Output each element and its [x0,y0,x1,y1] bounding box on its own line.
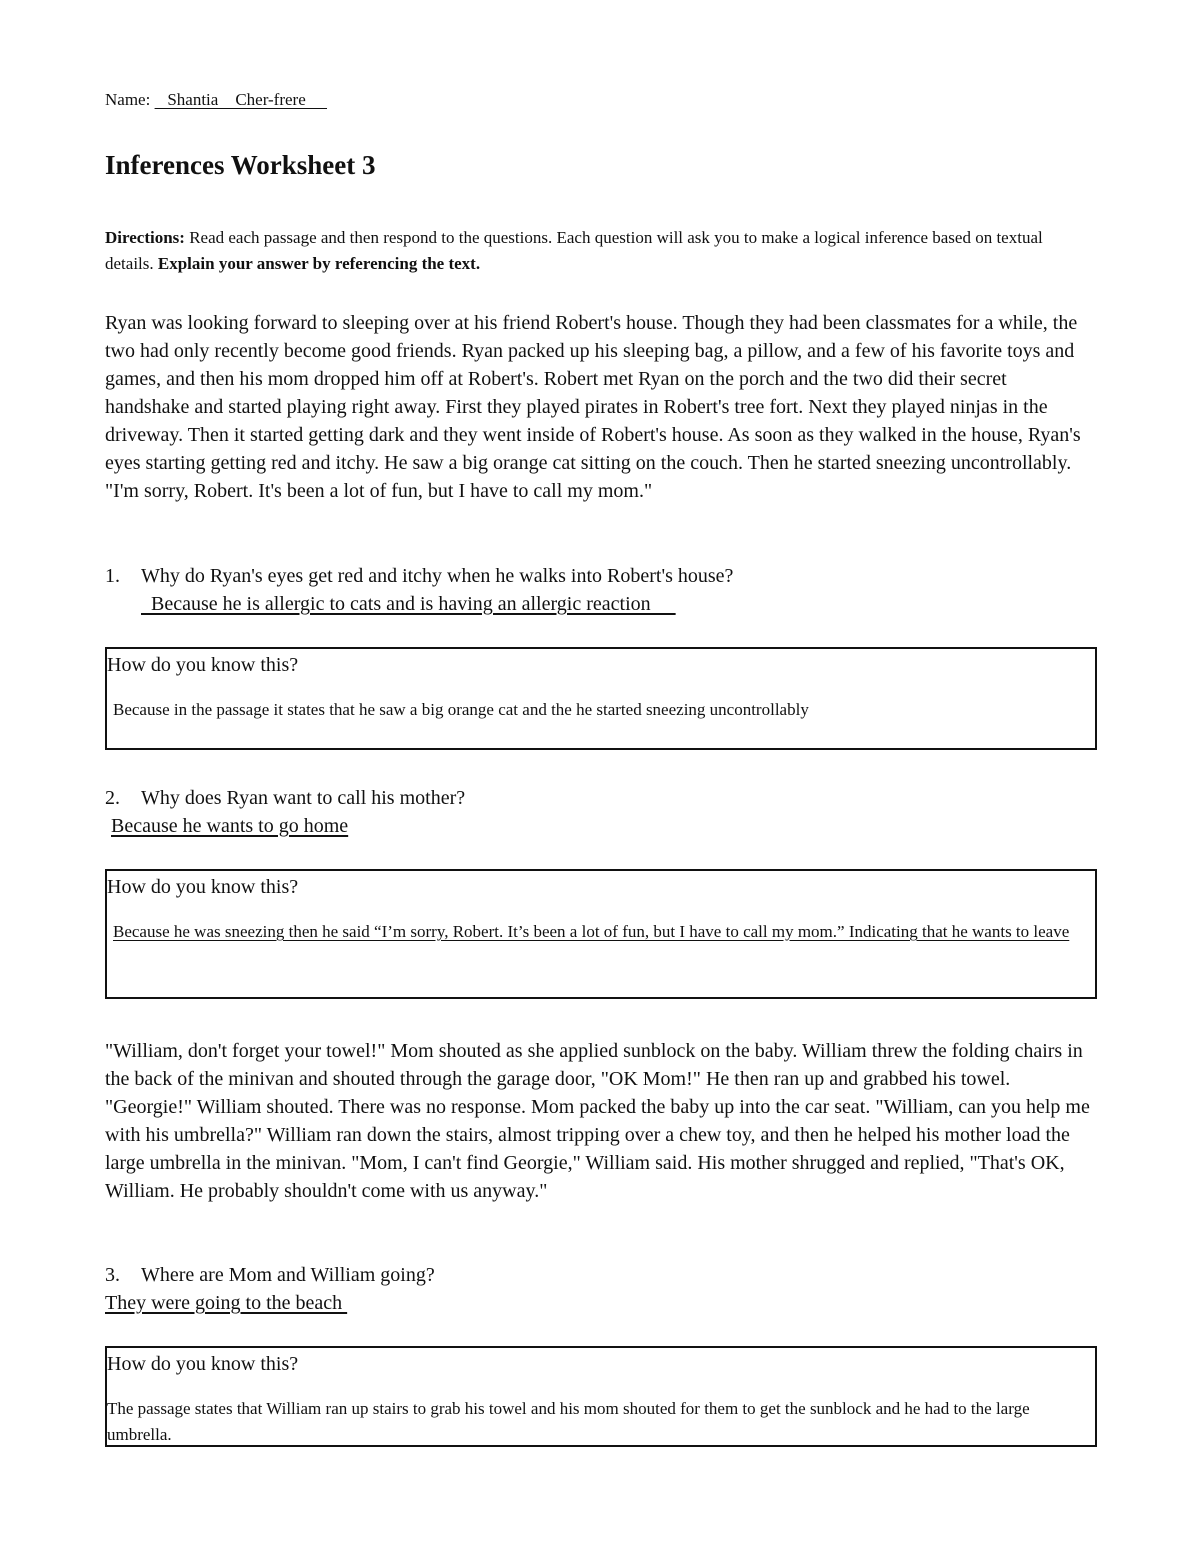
box-prompt: How do you know this? [107,876,299,898]
answer-3: They were going to the beach [105,1292,348,1314]
explanation-box-3 [105,1346,1097,1447]
box-prompt: How do you know this? [107,654,299,676]
question-text: Where are Mom and William going? [141,1264,435,1286]
answer-1: Because he is allergic to cats and is having an allergic reaction [141,593,676,615]
question-number: 3. [105,1264,120,1286]
name-line [105,90,327,110]
name-label: Name: [105,90,151,109]
question-3 [105,1261,435,1289]
passage-1: Ryan was looking forward to sleeping over at his friend Robert's house. Though they had been classmates for a while, the two had only recently become good friends. Ryan packed up his sleeping bag, a pillow, and a few of his favorite toys and games, and then his mom dropped him off at Robert's. Robert met Ryan on the porch and the two did their secret handshake and started playing right away. First they played pirates in Robert's tree fort. Next they played ninjas in the driveway. Then it started getting dark and they went inside of Robert's house. As soon as they walked in the house, Ryan's eyes starting getting red and itchy. He saw a big orange cat sitting on the couch. Then he started sneezing uncontrollably. "I'm sorry, Robert. It's been a lot of fun, but I have to call my mom." [105,312,1081,502]
explanation-box-1 [105,647,1097,750]
question-number: 2. [105,787,120,809]
box-prompt: How do you know this? [107,1353,299,1375]
explanation-2: Because he was sneezing then he said “I’m sorry, Robert. It’s been a lot of fun, but I have to call my mom.” Indicating that he wants to leave [113,922,1070,941]
explanation-1: Because in the passage it states that he saw a big orange cat and the he started sneezing uncontrollably [113,700,809,719]
passage-2: "William, don't forget your towel!" Mom shouted as she applied sunblock on the baby. William threw the folding chairs in the back of the minivan and shouted through the garage door, "OK Mom!" He then ran up and grabbed his towel. "Georgie!" William shouted. There was no response. Mom packed the baby up into the car seat. "William, can you help me with his umbrella?" William ran down the stairs, almost tripping over a chew toy, and then he helped his mother load the large umbrella in the minivan. "Mom, I can't find Georgie," William said. His mother shrugged and replied, "That's OK, William. He probably shouldn't come with us anyway." [105,1040,1090,1202]
question-number: 1. [105,565,120,587]
worksheet-title: Inferences Worksheet 3 [105,150,376,180]
answer-2: Because he wants to go home [111,815,349,837]
directions-emphasis: Explain your answer by referencing the text. [157,254,481,273]
student-name: Shantia Cher-frere [154,90,328,109]
question-1 [105,562,733,590]
directions-text: Read each passage and then respond to the questions. Each question will ask you to make a logical inference based on textual details. [105,228,1043,273]
question-text: Why does Ryan want to call his mother? [141,787,466,809]
directions-label: Directions: [105,228,185,247]
explanation-box-2 [105,869,1097,999]
question-2 [105,784,465,812]
directions [105,225,1085,277]
explanation-3: The passage states that William ran up stairs to grab his towel and his mom shouted for them to get the sunblock and he had to the large umbrella. [107,1399,1030,1444]
question-text: Why do Ryan's eyes get red and itchy when he walks into Robert's house? [141,565,734,587]
